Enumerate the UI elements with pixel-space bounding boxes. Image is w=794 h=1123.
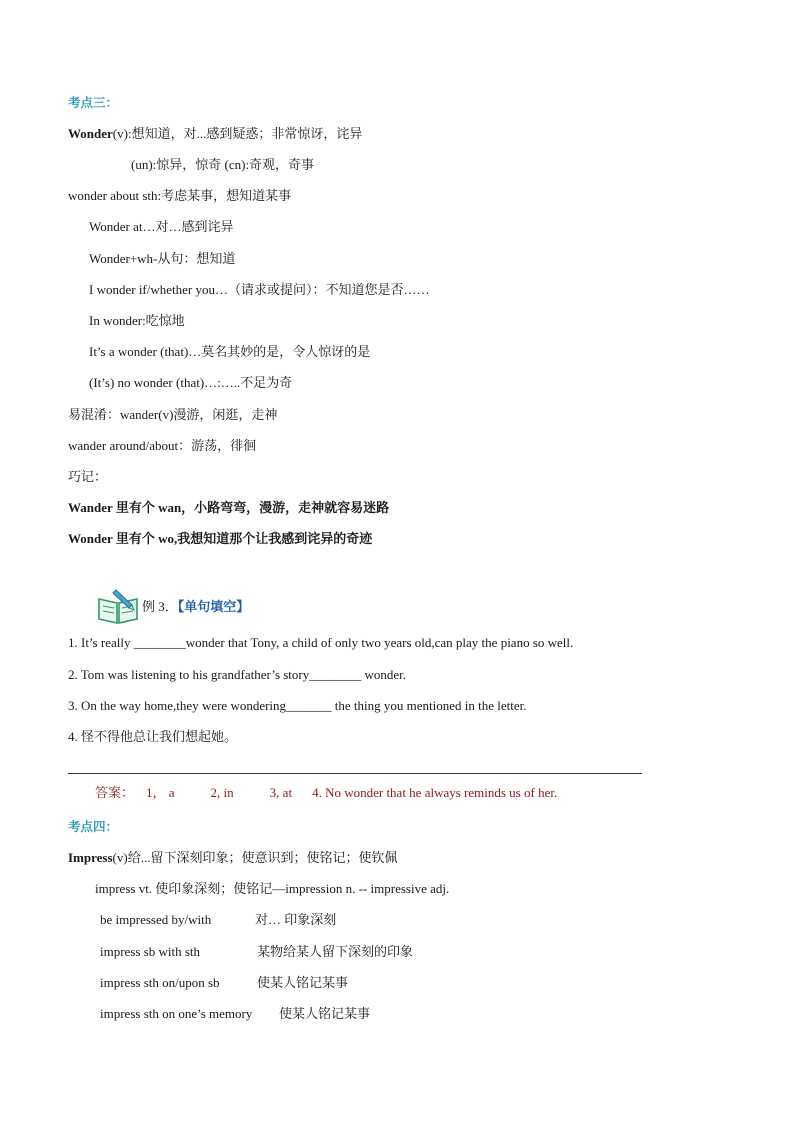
- phrase-in-wonder: In wonder:吃惊地: [89, 313, 185, 328]
- answer-4: 4. No wonder that he always reminds us of her.: [312, 785, 558, 800]
- answer-line: [95, 784, 557, 802]
- section3-heading: 考点三：: [68, 95, 119, 110]
- impress-phrase-en: impress sth on/upon sb: [100, 975, 220, 990]
- impress-definition-line: [68, 849, 397, 867]
- impress-phrase-en: impress sth on one’s memory: [100, 1006, 253, 1021]
- impress-word: Impress: [68, 850, 113, 865]
- example-title: [142, 598, 249, 617]
- question-2: 2. Tom was listening to his grandfather’s story________ wonder.: [68, 667, 407, 682]
- mnemonic-wonder: [68, 530, 372, 548]
- impress-phrase-cn: 使某人铭记某事: [257, 975, 349, 990]
- answer-3: 3, at: [269, 785, 293, 800]
- question-3: 3. On the way home,they were wondering_______ the thing you mentioned in the letter.: [68, 698, 527, 713]
- phrase-no-wonder: (It’s) no wonder (that)…:…..不足为奇: [89, 375, 293, 390]
- impress-def: (v)给...留下深刻印象；使意识到；使铭记；使钦佩: [112, 850, 398, 865]
- confusable-wander: 易混淆：wander(v)漫游，闲逛，走神: [68, 407, 278, 422]
- wonder-definition-line: [68, 125, 362, 143]
- wonder-def: (v):想知道，对...感到疑惑；非常惊讶，诧异: [112, 126, 363, 141]
- impress-phrase-cn: 对… 印象深刻: [255, 912, 337, 927]
- question-1: 1. It’s really ________wonder that Tony, a child of only two years old,can play the piano so well.: [68, 635, 574, 650]
- answer-1: 1， a: [146, 785, 175, 800]
- wonder-word: Wonder: [68, 126, 113, 141]
- question-4: 4. 怪不得他总让我们想起她。: [68, 729, 238, 744]
- wonder-noun-def: (un):惊异，惊奇 (cn):奇观，奇事: [131, 157, 315, 172]
- phrase-wonder-about: wonder about sth:考虑某事，想知道某事: [68, 188, 292, 203]
- impress-phrase-cn: 使某人铭记某事: [279, 1006, 371, 1021]
- mnemonic-wonder-text: 里有个 wo,我想知道那个让我感到诧异的奇迹: [112, 531, 373, 546]
- phrase-wander-around: wander around/about：游荡，徘徊: [68, 438, 257, 453]
- answer-divider: [68, 773, 642, 774]
- phrase-wonder-at: Wonder at…对…感到诧异: [89, 219, 234, 234]
- impress-phrase-en: be impressed by/with: [100, 912, 212, 927]
- impress-phrase-en: impress sb with sth: [100, 944, 201, 959]
- mnemonic-wonder-word: Wonder: [68, 531, 113, 546]
- answer-label: 答案：: [95, 785, 135, 800]
- example-type: 【单句填空】: [177, 600, 250, 615]
- mnemonic-wander-word: Wander: [68, 500, 113, 515]
- mnemonic-wander: [68, 499, 389, 517]
- impress-forms: impress vt. 使印象深刻；使铭记—impression n. -- impressive adj.: [95, 881, 450, 896]
- phrase-i-wonder-if: I wonder if/whether you…（请求或提问）：不知道您是否……: [89, 282, 430, 297]
- mnemonic-wander-text: 里有个 wan，小路弯弯，漫游，走神就容易迷路: [112, 500, 390, 515]
- mnemonic-label: 巧记：: [68, 469, 108, 484]
- book-pencil-icon: [96, 587, 140, 625]
- answer-2: 2, in: [210, 785, 234, 800]
- example-label: 例 3．: [142, 599, 178, 614]
- section4-heading: 考点四：: [68, 819, 119, 834]
- impress-phrase-cn: 某物给某人留下深刻的印象: [257, 944, 414, 959]
- phrase-its-a-wonder: It’s a wonder (that)…莫名其妙的是，令人惊讶的是: [89, 344, 371, 359]
- phrase-wonder-wh: Wonder+wh-从句：想知道: [89, 251, 236, 266]
